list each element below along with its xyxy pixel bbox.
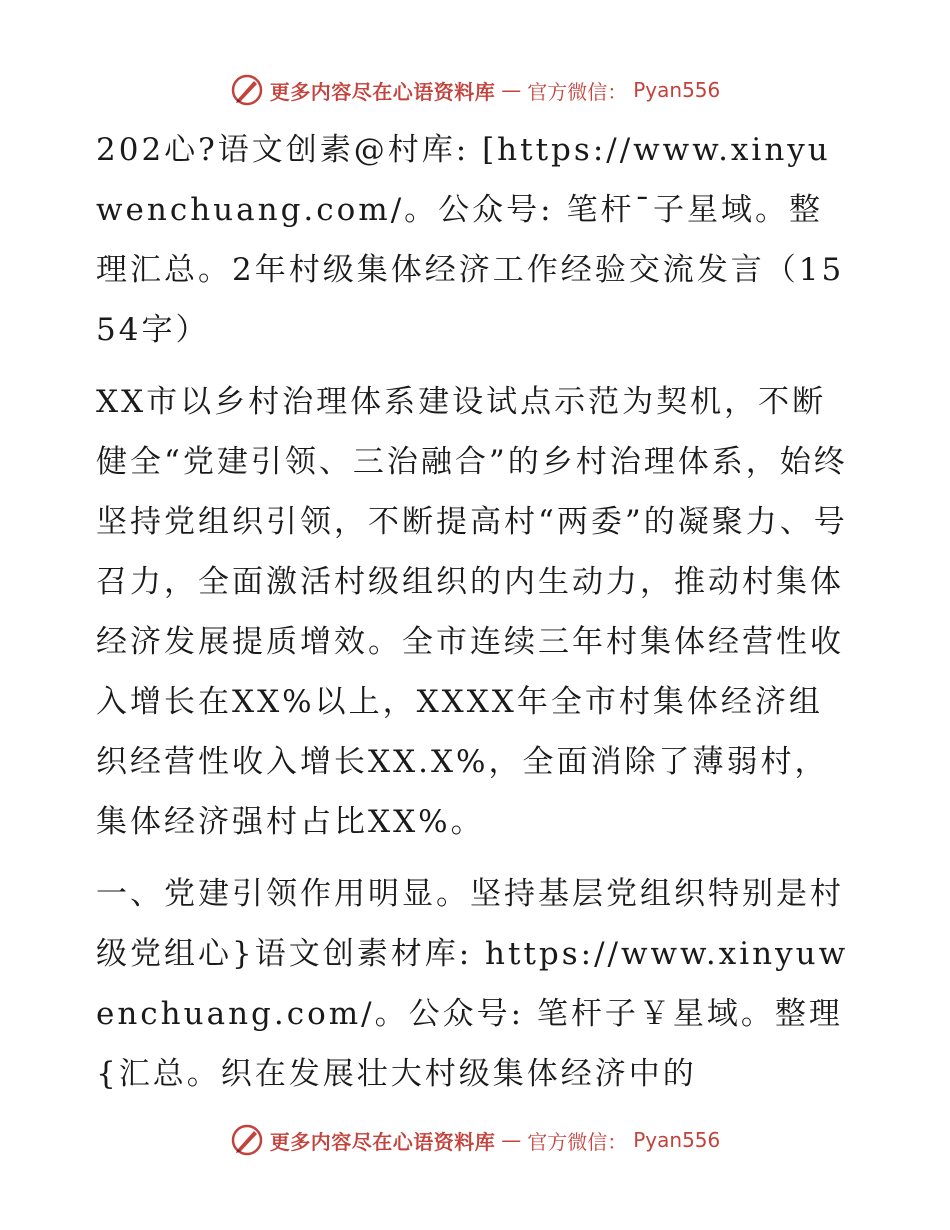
- watermark-label: 官方微信：: [527, 79, 628, 104]
- pen-logo-icon: [230, 73, 264, 107]
- pen-logo-icon: [230, 1123, 264, 1157]
- paragraph-intro: 202心?语文创素@村库: [https://www.xinyuwenchuang.com/。公众号: 笔杆¯子星域。整理汇总。2年村级集体经济工作经验交流发言（1554字）: [96, 132, 845, 348]
- header-watermark: [0, 70, 950, 110]
- watermark-separator: —: [501, 1128, 522, 1152]
- watermark-separator: —: [501, 78, 522, 102]
- watermark-id: Pyan556: [633, 1128, 721, 1152]
- watermark-id: Pyan556: [633, 78, 721, 102]
- paragraph-section-one: 一、党建引领作用明显。坚持基层党组织特别是村级党组心}语文创素材库: https://www.xinyuwenchuang.com/。公众号: 笔杆子￥星域。整理{汇总。织在发展壮大村级集体经济中的: [96, 876, 849, 1092]
- watermark-text: 更多内容尽在心语资料库: [269, 1129, 496, 1154]
- paragraph-summary: XX市以乡村治理体系建设试点示范为契机，不断健全“党建引领、三治融合”的乡村治理体系，始终坚持党组织引领，不断提高村“两委”的凝聚力、号召力，全面激活村级组织的内生动力，推动村集体经济发展提质增效。全市连续三年村集体经营性收入增长在XX%以上，XXXX年全市村集体经济组织经营性收入增长XX.X%，全面消除了薄弱村，集体经济强村占比XX%。: [96, 384, 848, 840]
- watermark-text: 更多内容尽在心语资料库: [269, 79, 496, 104]
- watermark-label: 官方微信：: [527, 1129, 628, 1154]
- document-body: [96, 120, 856, 1116]
- footer-watermark: [0, 1120, 950, 1160]
